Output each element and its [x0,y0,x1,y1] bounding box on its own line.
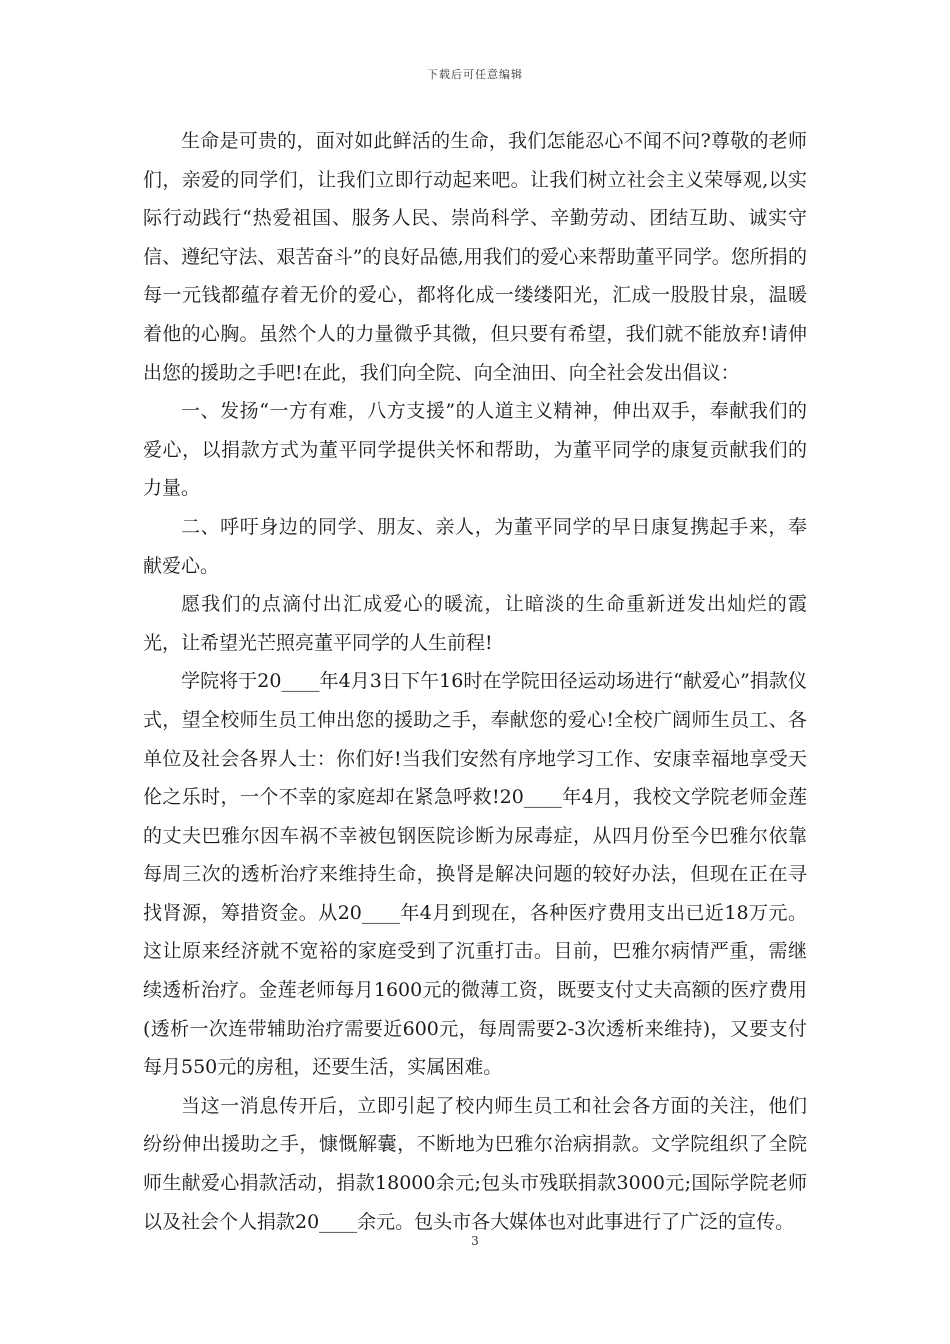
paragraph-appeal: 生命是可贵的，面对如此鲜活的生命，我们怎能忍心不闻不问?尊敬的老师们，亲爱的同学们，让我们立即行动起来吧。让我们树立社会主义荣辱观,以实际行动践行“热爱祖国、服务人民、崇尚科学、辛勤劳动、团结互助、诚实守信、遵纪守法、艰苦奋斗”的良好品德,用我们的爱心来帮助董平同学。您所捐的每一元钱都蕴存着无价的爱心，都将化成一缕缕阳光，汇成一股股甘泉，温暖着他的心胸。虽然个人的力量微乎其微，但只要有希望，我们就不能放弃!请伸出您的援助之手吧!在此，我们向全院、向全油田、向全社会发出倡议： [143,130,807,384]
page-header-note: 下载后可任意编辑 [427,68,523,81]
paragraph-wish: 愿我们的点滴付出汇成爱心的暖流，让暗淡的生命重新迸发出灿烂的霞光，让希望光芒照亮董平同学的人生前程! [143,593,807,654]
paragraph-proposal-one: 一、发扬“一方有难，八方支援”的人道主义精神，伸出双手，奉献我们的爱心，以捐款方式为董平同学提供关怀和帮助，为董平同学的康复贡献我们的力量。 [143,400,807,500]
paragraph-donation-response: 当这一消息传开后，立即引起了校内师生员工和社会各方面的关注，他们纷纷伸出援助之手，慷慨解囊，不断地为巴雅尔治病捐款。文学院组织了全院师生献爱心捐款活动，捐款18000余元;包头市残联捐款3000元;国际学院老师以及社会个人捐款20____余元。包头市各大媒体也对此事进行了广泛的宣传。 [143,1094,807,1233]
page-number: 3 [471,1234,479,1248]
paragraph-proposal-two: 二、呼吁身边的同学、朋友、亲人，为董平同学的早日康复携起手来，奉献爱心。 [143,515,807,577]
paragraph-donation-ceremony: 学院将于20____年4月3日下午16时在学院田径运动场进行“献爱心”捐款仪式，望全校师生员工伸出您的援助之手，奉献您的爱心!全校广阔师生员工、各单位及社会各界人士：你们好!当我们安然有序地学习工作、安康幸福地享受天伦之乐时，一个不幸的家庭却在紧急呼救!20____年4月，我校文学院老师金莲的丈夫巴雅尔因车祸不幸被包钢医院诊断为尿毒症，从四月份至今巴雅尔依靠每周三次的透析治疗来维持生命，换肾是解决问题的较好办法，但现在正在寻找肾源，筹措资金。从20____年4月到现在，各种医疗费用支出已近18万元。这让原来经济就不宽裕的家庭受到了沉重打击。目前，巴雅尔病情严重，需继续透析治疗。金莲老师每月1600元的微薄工资，既要支付丈夫高额的医疗费用(透析一次连带辅助治疗需要近600元，每周需要2-3次透析来维持)，又要支付每月550元的房租，还要生活，实属困难。 [143,670,807,1079]
document-body [143,122,807,1241]
